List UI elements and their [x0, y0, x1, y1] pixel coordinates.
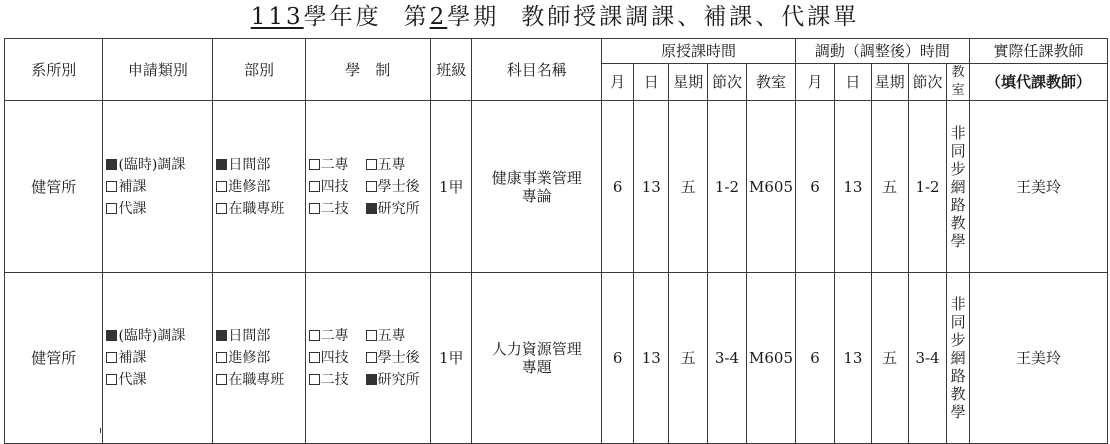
option-graduate[interactable]: 研究所	[366, 369, 420, 391]
header-adj-room: 教室	[947, 64, 970, 101]
option-makeup[interactable]: 補課	[106, 347, 212, 369]
header-system: 學 制	[305, 39, 430, 101]
option-5yr-college[interactable]: 五專	[366, 154, 406, 176]
option-2yr-tech[interactable]: 二技	[309, 369, 366, 391]
option-continuing-division[interactable]: 進修部	[216, 347, 304, 369]
header-adj-weekday: 星期	[871, 64, 908, 101]
system-options	[305, 273, 430, 444]
term-number: 2	[429, 4, 448, 30]
option-2yr-college[interactable]: 二專	[309, 325, 366, 347]
request-type-options	[103, 101, 213, 273]
header-orig-day: 日	[634, 64, 669, 101]
option-day-division[interactable]: 日間部	[216, 154, 304, 176]
checkbox-icon[interactable]	[106, 159, 117, 170]
option-day-division[interactable]: 日間部	[216, 325, 304, 347]
adj-day: 13	[835, 101, 871, 273]
checkbox-icon[interactable]	[366, 181, 377, 192]
header-orig-room: 教室	[747, 64, 796, 101]
header-original-time: 原授課時間	[602, 39, 796, 64]
checkbox-icon[interactable]	[366, 352, 377, 363]
option-2yr-tech[interactable]: 二技	[309, 198, 366, 220]
header-orig-month: 月	[602, 64, 634, 101]
header-dept: 系所別	[5, 39, 103, 101]
checkbox-icon[interactable]	[216, 181, 227, 192]
header-teacher: 實際任課教師	[969, 39, 1107, 64]
row-subject: 健康事業管理 專論	[472, 101, 602, 273]
term-prefix: 第	[403, 4, 430, 30]
option-makeup[interactable]: 補課	[106, 176, 212, 198]
adj-month: 6	[795, 101, 834, 273]
checkbox-icon[interactable]	[106, 352, 117, 363]
row-teacher: 王美玲	[969, 101, 1107, 273]
orig-period: 3-4	[707, 273, 746, 444]
orig-weekday: 五	[669, 101, 707, 273]
header-adj-day: 日	[835, 64, 871, 101]
course-adjustment-table	[4, 38, 1108, 444]
option-graduate[interactable]: 研究所	[366, 198, 420, 220]
option-inservice-division[interactable]: 在職專班	[216, 369, 304, 391]
checkbox-icon[interactable]	[309, 330, 320, 341]
checkbox-icon[interactable]	[106, 203, 117, 214]
adj-period: 3-4	[908, 273, 946, 444]
checkbox-icon[interactable]	[309, 181, 320, 192]
orig-month: 6	[602, 101, 634, 273]
row-teacher: 王美玲	[969, 273, 1107, 444]
option-inservice-division[interactable]: 在職專班	[216, 198, 304, 220]
row-dept: 健管所	[5, 273, 103, 444]
option-2yr-college[interactable]: 二專	[309, 154, 366, 176]
checkbox-icon[interactable]	[216, 203, 227, 214]
row-subject: 人力資源管理 專題	[472, 273, 602, 444]
adj-room: 非 同 步 網 路 教 學	[947, 273, 970, 444]
checkbox-icon[interactable]	[216, 374, 227, 385]
checkbox-icon[interactable]	[106, 181, 117, 192]
adj-weekday: 五	[871, 273, 908, 444]
checkbox-icon[interactable]	[309, 203, 320, 214]
request-type-options	[103, 273, 213, 444]
option-temp-adjust[interactable]: (臨時)調課	[106, 154, 212, 176]
table-row	[5, 273, 1108, 444]
option-continuing-division[interactable]: 進修部	[216, 176, 304, 198]
term-suffix: 學期	[447, 4, 500, 30]
option-substitute[interactable]: 代課	[106, 369, 212, 391]
checkbox-icon[interactable]	[366, 330, 377, 341]
header-adjusted-time: 調動（調整後）時間	[795, 39, 969, 64]
checkbox-icon[interactable]	[366, 374, 377, 385]
header-subject: 科目名稱	[472, 39, 602, 101]
adj-day: 13	[835, 273, 871, 444]
checkbox-icon[interactable]	[216, 352, 227, 363]
system-options	[305, 101, 430, 273]
adj-room: 非 同 步 網 路 教 學	[947, 101, 970, 273]
row-class: 1甲	[431, 273, 472, 444]
adj-month: 6	[795, 273, 834, 444]
form-main-title: 教師授課調課、補課、代課單	[521, 4, 860, 30]
table-continuation-edge	[4, 428, 101, 433]
orig-period: 1-2	[707, 101, 746, 273]
option-5yr-college[interactable]: 五專	[366, 325, 406, 347]
option-temp-adjust[interactable]: (臨時)調課	[106, 325, 212, 347]
division-options	[213, 101, 305, 273]
option-substitute[interactable]: 代課	[106, 198, 212, 220]
header-orig-period: 節次	[707, 64, 746, 101]
header-class: 班級	[431, 39, 472, 101]
division-options	[213, 273, 305, 444]
header-request-type: 申請類別	[103, 39, 213, 101]
form-title	[0, 2, 1110, 32]
adj-weekday: 五	[871, 101, 908, 273]
adj-period: 1-2	[908, 101, 946, 273]
orig-day: 13	[634, 273, 669, 444]
checkbox-icon[interactable]	[216, 159, 227, 170]
checkbox-icon[interactable]	[309, 159, 320, 170]
orig-weekday: 五	[669, 273, 707, 444]
option-4yr-tech[interactable]: 四技	[309, 176, 366, 198]
checkbox-icon[interactable]	[106, 330, 117, 341]
orig-room: M605	[747, 101, 796, 273]
orig-month: 6	[602, 273, 634, 444]
academic-year-suffix: 學年度	[303, 4, 382, 30]
row-dept: 健管所	[5, 101, 103, 273]
orig-day: 13	[634, 101, 669, 273]
table-row	[5, 101, 1108, 273]
option-4yr-tech[interactable]: 四技	[309, 347, 366, 369]
checkbox-icon[interactable]	[366, 159, 377, 170]
header-teacher-note: （填代課教師）	[969, 64, 1107, 101]
row-class: 1甲	[431, 101, 472, 273]
header-adj-period: 節次	[908, 64, 946, 101]
header-orig-weekday: 星期	[669, 64, 707, 101]
orig-room: M605	[747, 273, 796, 444]
checkbox-icon[interactable]	[309, 352, 320, 363]
academic-year: 113	[250, 4, 304, 30]
header-division: 部別	[213, 39, 305, 101]
checkbox-icon[interactable]	[366, 203, 377, 214]
header-adj-month: 月	[795, 64, 834, 101]
checkbox-icon[interactable]	[216, 330, 227, 341]
option-post-bachelor[interactable]: 學士後	[366, 347, 420, 369]
checkbox-icon[interactable]	[309, 374, 320, 385]
option-post-bachelor[interactable]: 學士後	[366, 176, 420, 198]
checkbox-icon[interactable]	[106, 374, 117, 385]
